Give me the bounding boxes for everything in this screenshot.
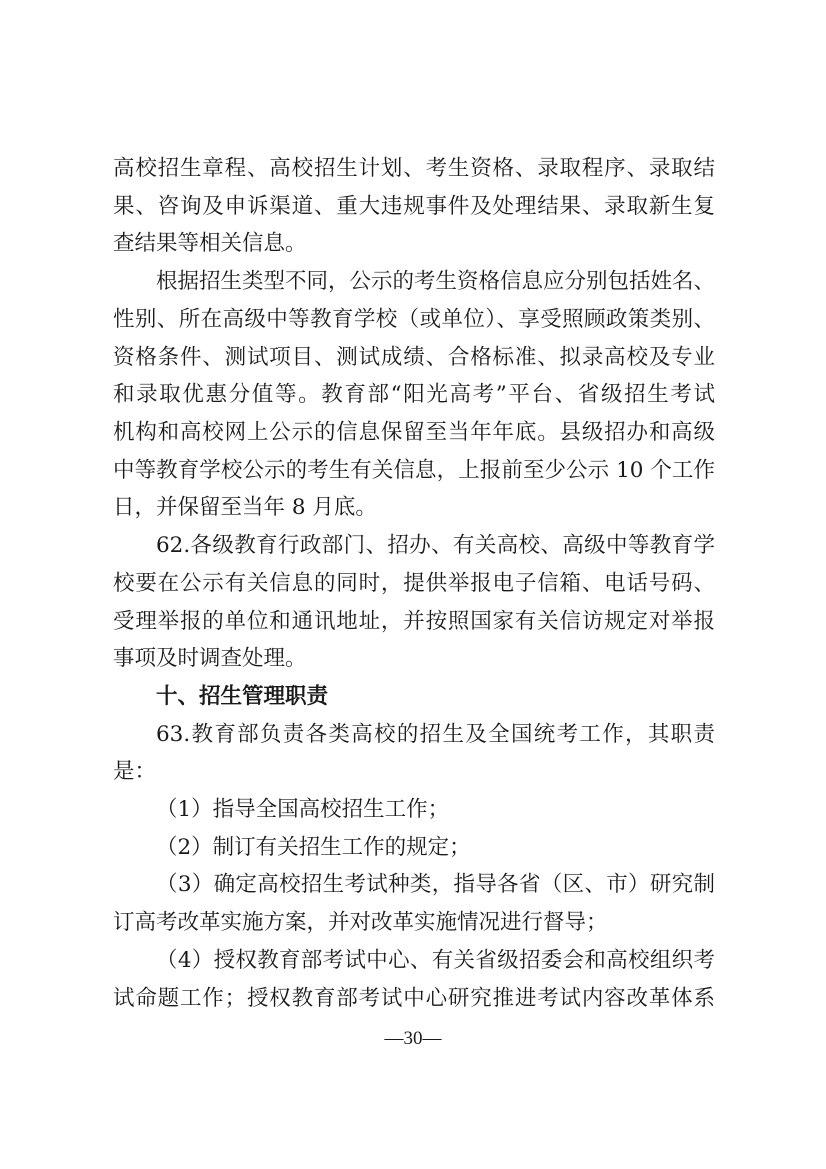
page-number: —30— (384, 1028, 442, 1049)
paragraph-line: 事项及时调查处理。 (113, 646, 307, 671)
list-item: （4）授权教育部考试中心、有关省级招委会和高校组织考 (156, 948, 715, 973)
paragraph-line: 校要在公示有关信息的同时，提供举报电子信箱、电话号码、 (113, 571, 715, 596)
paragraph-line: 根据招生类型不同，公示的考生资格信息应分别包括姓名、 (156, 269, 716, 294)
paragraph-line: 机构和高校网上公示的信息保留至当年年底。县级招办和高级 (113, 420, 715, 445)
paragraph-line: 订高考改革实施方案，并对改革实施情况进行督导； (113, 910, 608, 935)
paragraph-line: 中等教育学校公示的考生有关信息，上报前至少公示 10 个工作 (113, 458, 715, 483)
paragraph-line: 63.教育部负责各类高校的招生及全国统考工作，其职责 (156, 722, 715, 747)
list-item: （2）制订有关招生工作的规定； (156, 835, 471, 860)
paragraph-line: 果、咨询及申诉渠道、重大违规事件及处理结果、录取新生复 (113, 194, 715, 219)
list-item: （3）确定高校招生考试种类，指导各省（区、市）研究制 (156, 872, 715, 897)
paragraph-line: 高校招生章程、高校招生计划、考生资格、录取程序、录取结 (113, 156, 715, 181)
paragraph-line: 查结果等相关信息。 (113, 231, 307, 256)
list-item: （1）指导全国高校招生工作； (156, 797, 450, 822)
paragraph-line: 62.各级教育行政部门、招办、有关高校、高级中等教育学 (156, 533, 715, 558)
paragraph-line: 是： (113, 759, 157, 784)
paragraph-line: 资格条件、测试项目、测试成绩、合格标准、拟录高校及专业 (113, 345, 715, 370)
section-heading: 十、招生管理职责 (156, 684, 329, 709)
paragraph-line: 受理举报的单位和通讯地址，并按照国家有关信访规定对举报 (113, 609, 715, 634)
paragraph-line: 日，并保留至当年 8 月底。 (113, 495, 377, 520)
paragraph-line: 性别、所在高级中等教育学校（或单位）、享受照顾政策类别、 (113, 307, 715, 332)
paragraph-line: 和录取优惠分值等。教育部“阳光高考”平台、省级招生考试 (113, 382, 715, 407)
paragraph-line: 试命题工作；授权教育部考试中心研究推进考试内容改革体系 (113, 986, 715, 1011)
